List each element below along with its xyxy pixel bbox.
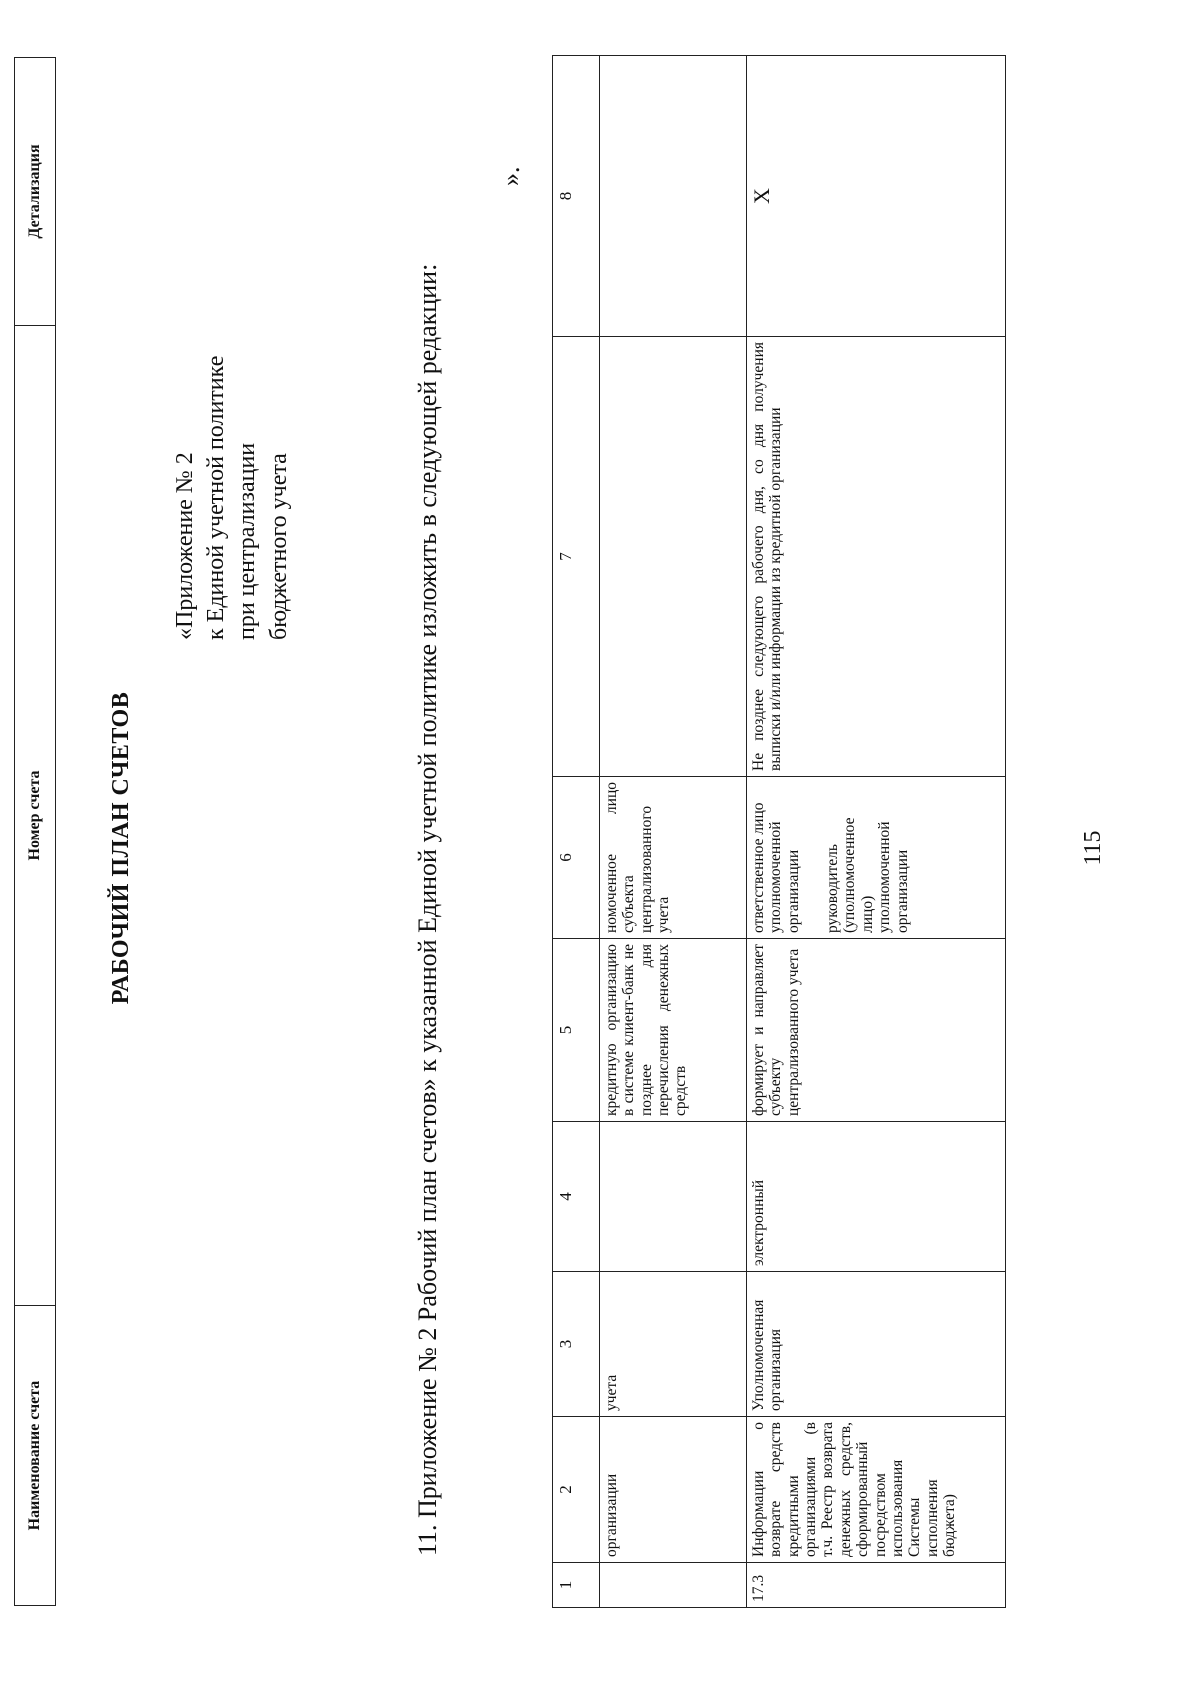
col-header: 5	[553, 939, 600, 1122]
col-header-detail: Детализация	[15, 58, 56, 326]
table-cell: электронный	[747, 1122, 1006, 1272]
responsible-person-text: ответственное лицо уполномоченной организации	[750, 802, 802, 933]
table-cell	[600, 1122, 747, 1272]
appendix-line: бюджетного учета	[265, 453, 292, 640]
col-header: 1	[553, 1563, 600, 1608]
table-cell: учета	[600, 1272, 747, 1417]
page-number: 115	[1080, 830, 1106, 866]
appendix-line: «Приложение № 2	[172, 452, 198, 640]
chart-of-accounts-table	[14, 57, 56, 1606]
col-header: 6	[553, 777, 600, 939]
table-header-row	[553, 56, 600, 1608]
table-cell: номоченное лицо субъекта централизованного учета	[600, 777, 747, 939]
appendix-line: к Единой учетной политике	[203, 355, 230, 640]
table-cell: организации	[600, 1417, 747, 1563]
table-cell	[600, 337, 747, 777]
closing-quote: ».	[496, 166, 525, 186]
col-header: 7	[553, 337, 600, 777]
table-cell	[600, 56, 747, 337]
col-header-account-number: Номер счета	[15, 326, 56, 1306]
col-header: 3	[553, 1272, 600, 1417]
table-header-row	[15, 58, 56, 1606]
table-cell: кредитную организацию в системе клиент-банк не позднее дня перечисления денежных средств	[600, 939, 747, 1122]
table-cell: Не позднее следующего рабочего дня, со дня получения выписки и/или информации из кредитной организации	[747, 337, 1006, 777]
table-row	[747, 56, 1006, 1608]
table-row	[600, 56, 747, 1608]
col-header-account-name: Наименование счета	[15, 1306, 56, 1606]
amendment-paragraph: 11. Приложение № 2 Рабочий план счетов» к указанной Единой учетной политике изложить в следующей редакции:	[413, 263, 442, 1556]
table-cell	[600, 1563, 747, 1608]
table-cell: формирует и направляет субъекту централизованного учета	[747, 939, 1006, 1122]
table-cell: Х	[747, 56, 1006, 337]
procedures-table	[552, 55, 1006, 1608]
document-title: РАБОЧИЙ ПЛАН СЧЕТОВ	[108, 691, 134, 1005]
table-cell	[747, 777, 1006, 939]
col-header: 8	[553, 56, 600, 337]
appendix-line: при централизации	[234, 442, 261, 640]
table-cell: 17.3	[747, 1563, 1006, 1608]
table-cell: Информации о возврате средств кредитными организациями (в т.ч. Реестр возврата денежных средств, сформированный посредством использования Системы исполнения бюджета)	[747, 1417, 1006, 1563]
col-header: 2	[553, 1417, 600, 1563]
table-cell: Уполномоченная организация	[747, 1272, 1006, 1417]
appendix-header	[170, 356, 295, 640]
col-header: 4	[553, 1122, 600, 1272]
cell-spacer	[802, 782, 824, 933]
head-person-text: руководитель (уполномоченное лицо) уполномоченной организации	[824, 817, 911, 933]
